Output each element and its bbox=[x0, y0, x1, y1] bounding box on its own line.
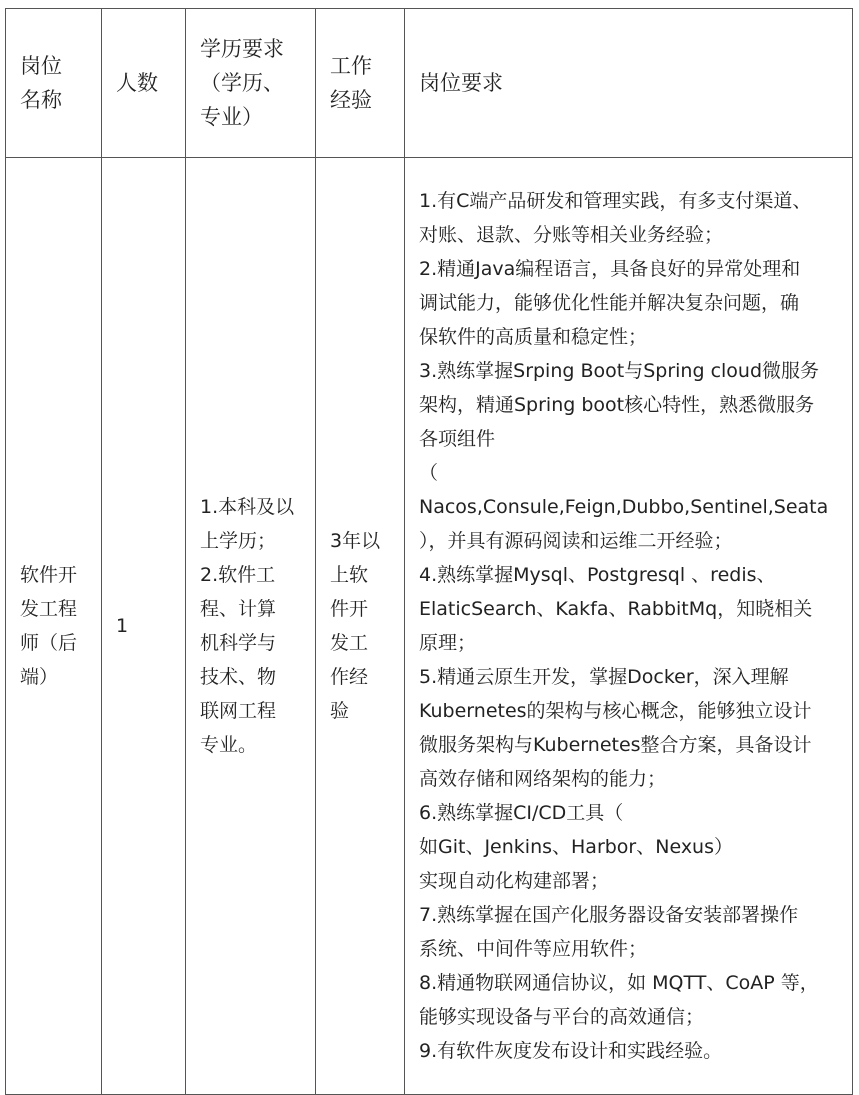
header-headcount: 人数 bbox=[102, 9, 186, 158]
cell-education: 1.本科及以 上学历； 2.软件工 程、计算 机科学与 技术、物 联网工程 专业。 bbox=[186, 158, 316, 1095]
cell-headcount: 1 bbox=[102, 158, 186, 1095]
header-education: 学历要求 （学历、 专业） bbox=[186, 9, 316, 158]
requirement-item: 5.精通云原生开发，掌握Docker，深入理解 Kubernetes的架构与核心概念，能够独立设计 微服务架构与Kubernetes整合方案，具备设计 高效存储和网络架构的能力； bbox=[419, 666, 812, 790]
requirement-item: 6.熟练掌握CI/CD工具（ 如Git、Jenkins、Harbor、Nexus） 实现自动化构建部署； bbox=[419, 802, 734, 892]
table-row bbox=[6, 158, 853, 1095]
requirement-item: 3.熟练掌握Srping Boot与Spring cloud微服务 架构，精通Spring boot核心特性，熟悉微服务 各项组件 （ Nacos,Consule,Feign,Dubbo,Sentinel,Seata ），并具有源码阅读和运维二开经验； bbox=[419, 360, 829, 552]
requirement-item: 7.熟练掌握在国产化服务器设备安装部署操作 系统、中间件等应用软件； bbox=[419, 904, 799, 960]
requirements-list bbox=[419, 184, 852, 1068]
requirement-item: 2.精通Java编程语言，具备良好的异常处理和 调试能力，能够优化性能并解决复杂问题，确 保软件的高质量和稳定性； bbox=[419, 258, 801, 348]
requirement-item: 4.熟练掌握Mysql、Postgresql 、redis、 ElaticSearch、Kakfa、RabbitMq，知晓相关 原理； bbox=[419, 564, 813, 654]
header-position-name: 岗位 名称 bbox=[6, 9, 102, 158]
requirement-item: 8.精通物联网通信协议，如 MQTT、CoAP 等， 能够实现设备与平台的高效通信； bbox=[419, 972, 819, 1028]
cell-requirements bbox=[405, 158, 853, 1095]
header-row bbox=[6, 9, 853, 158]
requirement-item: 9.有软件灰度发布设计和实践经验。 bbox=[419, 1040, 723, 1062]
cell-experience: 3年以 上软 件开 发工 作经 验 bbox=[316, 158, 405, 1095]
header-experience: 工作 经验 bbox=[316, 9, 405, 158]
requirement-item: 1.有C端产品研发和管理实践，有多支付渠道、 对账、退款、分账等相关业务经验； bbox=[419, 190, 812, 246]
job-requirements-table bbox=[5, 8, 853, 1095]
cell-position-name: 软件开 发工程 师（后 端） bbox=[6, 158, 102, 1095]
header-requirements: 岗位要求 bbox=[405, 9, 853, 158]
